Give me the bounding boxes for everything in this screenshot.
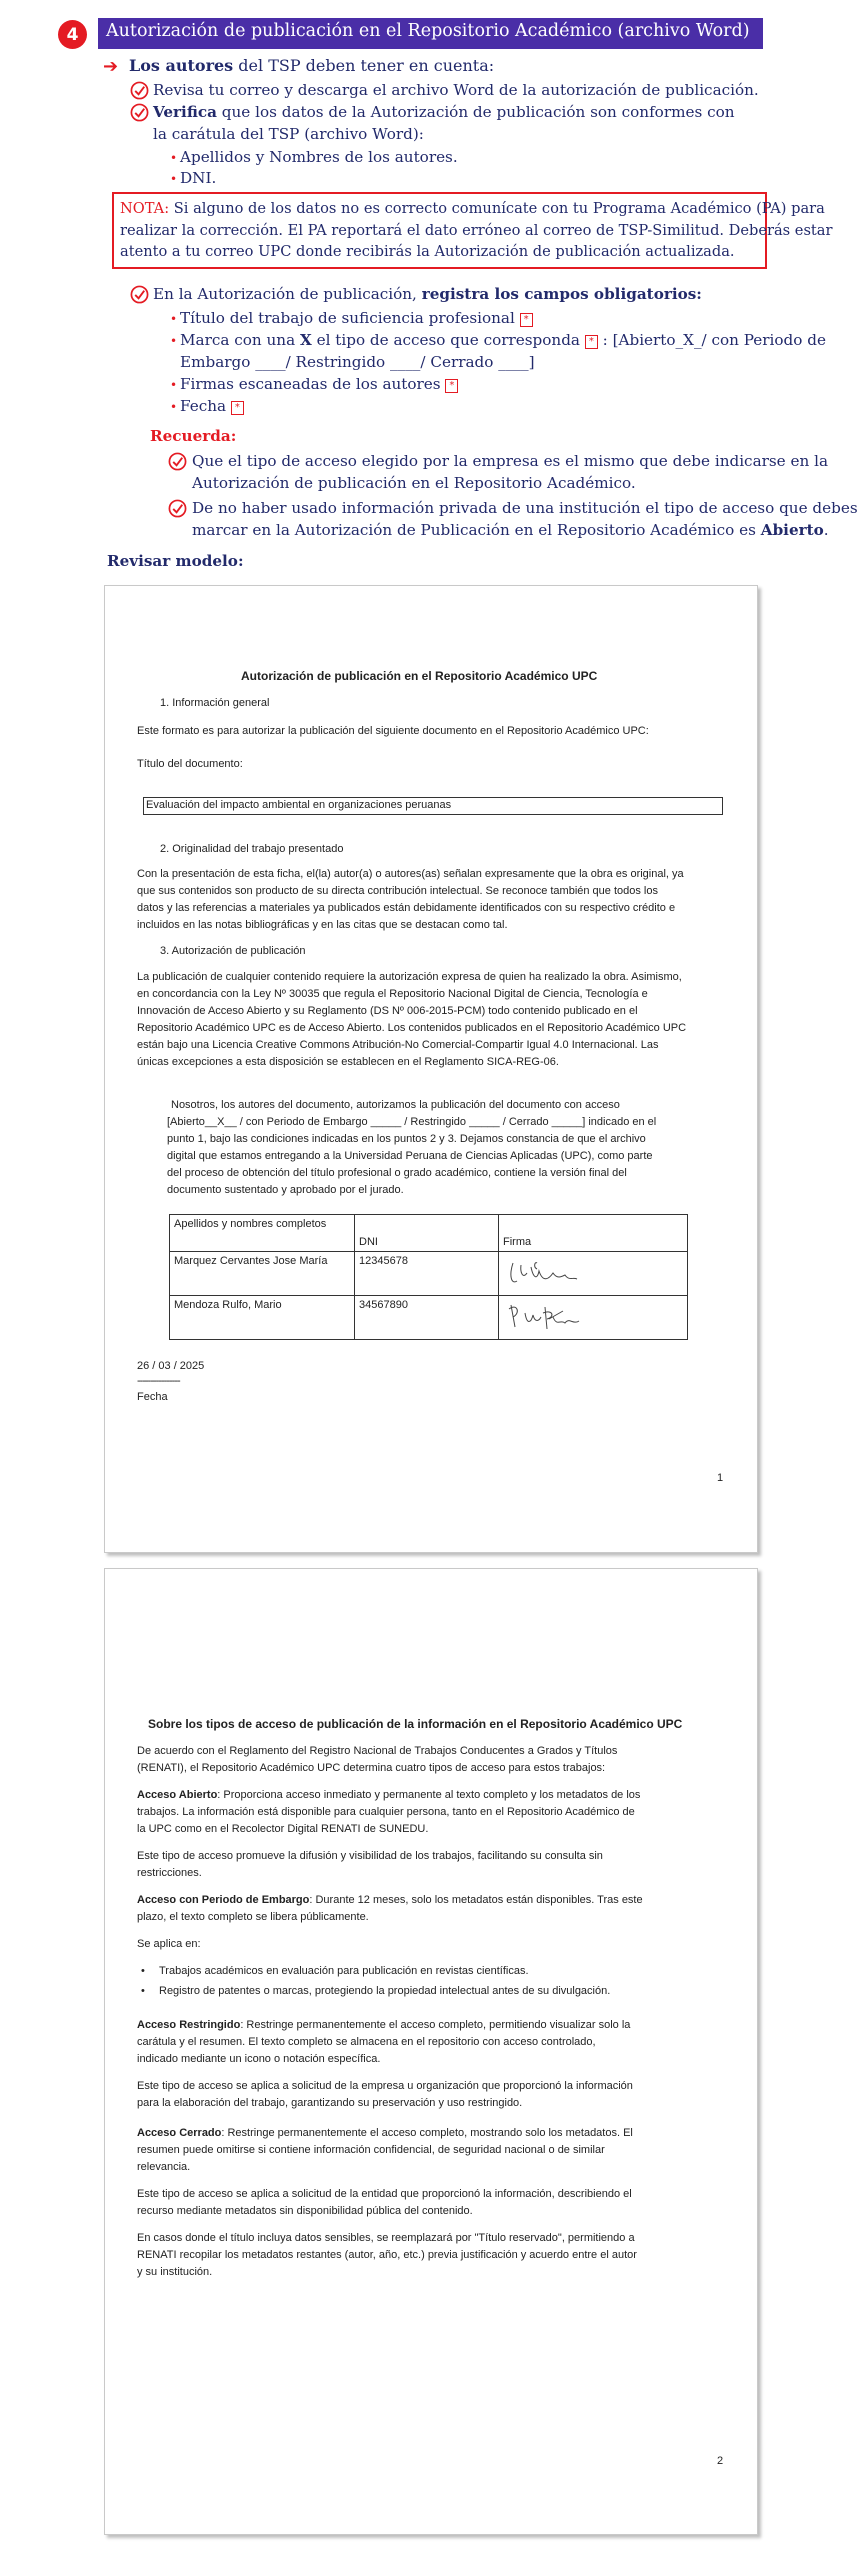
required-mark: * [231, 401, 244, 415]
remember-item-1-line2: Autorización de publicación en el Repositorio Académico. [192, 474, 636, 492]
remember-item-2: De no haber usado información privada de una institución el tipo de acceso que debes [192, 499, 858, 517]
field-date-item: Fecha * [180, 395, 244, 417]
doc2-abierto-l3: la UPC como en el Recolector Digital RENATI de SUNEDU. [137, 1823, 429, 1835]
doc1-p4-l6: documento sustentado y aprobado por el jurado. [167, 1184, 404, 1196]
doc1-date-label: Fecha [137, 1391, 168, 1403]
doc2-page-number: 2 [717, 2455, 724, 2467]
bullet-icon: • [170, 151, 178, 165]
doc2-abierto2-l1: Este tipo de acceso promueve la difusión y visibilidad de los trabajos, facilitando su consulta sin [137, 1850, 603, 1862]
doc1-date-rule: ---------------- [137, 1375, 180, 1387]
doc1-p3-l3: Innovación de Acceso Abierto y su Reglamento (DS Nº 006-2015-PCM) todo contenido publicado en el [137, 1005, 638, 1017]
check-circle-icon [168, 499, 187, 518]
check-circle-icon [168, 452, 187, 471]
check-item-verify-line2: la carátula del TSP (archivo Word): [153, 125, 424, 143]
doc2-cerrado-l2: resumen puede omitirse si contiene información confidencial, de seguridad nacional o de similar [137, 2144, 605, 2156]
arrow-right-icon: ➔ [103, 56, 119, 77]
table-header-row [170, 1215, 688, 1252]
required-mark: * [445, 379, 458, 393]
doc1-p4-l4: digital que estamos entregando a la Universidad Peruana de Ciencias Aplicadas (UPC), como parte [167, 1150, 653, 1162]
review-model-label: Revisar modelo: [107, 552, 244, 570]
doc2-restringido-l2: carátula y el resumen. El texto completo se almacena en el repositorio con acceso controlado, [137, 2036, 596, 2048]
note-line3: atento a tu correo UPC donde recibirás la Autorización de publicación actualizada. [120, 243, 735, 260]
doc1-p3-l5: están bajo una Licencia Creative Commons Atribución-No Comercial-Compartir Igual 4.0 Internacional. Las [137, 1039, 659, 1051]
doc2-abierto-l2: trabajos. La información está disponible para cualquier persona, tanto en el Repositorio Académico de [137, 1806, 635, 1818]
list-item: • Trabajos académicos en evaluación para publicación en revistas científicas. [137, 1963, 610, 1980]
field-access-item-line2: Embargo ____/ Restringido ____/ Cerrado ____] [180, 353, 535, 371]
table-header-signature: Firma [499, 1215, 688, 1252]
remember-label: Recuerda: [150, 427, 237, 445]
author-dni: 12345678 [355, 1252, 499, 1296]
doc1-p3-l6: únicas excepciones a esta disposición se establecen en el Reglamento SICA-REG-06. [137, 1056, 559, 1068]
doc2-cerrado-l1: Acceso Cerrado: Restringe permanentemente el acceso completo, mostrando solo los metadatos. El [137, 2127, 633, 2139]
intro-line: Los autores del TSP deben tener en cuenta: [129, 56, 495, 75]
bullet-icon: • [170, 312, 178, 326]
field-access-item: Marca con una X el tipo de acceso que corresponda * : [Abierto_X_/ con Periodo de [180, 331, 826, 349]
doc1-p4-l1: Nosotros, los autores del documento, autorizamos la publicación del documento con acceso [171, 1099, 620, 1111]
doc2-cerrado2-l1: Este tipo de acceso se aplica a solicitud de la entidad que proporcionó la información, describiendo el [137, 2188, 632, 2200]
field-signatures-item: Firmas escaneadas de los autores * [180, 373, 458, 395]
author-name: Mendoza Rulfo, Mario [170, 1296, 355, 1340]
doc1-intro: Este formato es para autorizar la publicación del siguiente documento en el Repositorio Académico UPC: [137, 725, 649, 737]
doc2-title: Sobre los tipos de acceso de publicación de la información en el Repositorio Académico UPC [148, 1717, 683, 1731]
check-circle-icon [130, 103, 149, 122]
doc2-abierto2-l2: restricciones. [137, 1867, 202, 1879]
doc2-restringido-l3: indicado mediante un icono o notación específica. [137, 2053, 381, 2065]
remember-item-2-line2: marcar en la Autorización de Publicación en el Repositorio Académico es Abierto. [192, 521, 829, 539]
authors-table [169, 1214, 688, 1340]
doc2-applies: Se aplica en: [137, 1938, 201, 1950]
doc2-final-l1: En casos donde el título incluya datos sensibles, se reemplazará por "Título reservado", permitiendo a [137, 2232, 635, 2244]
required-mark: * [585, 335, 598, 349]
bullet-icon: • [170, 400, 178, 414]
doc1-title-label: Título del documento: [137, 758, 243, 770]
signature-image [499, 1296, 688, 1340]
doc2-final-l3: y su institución. [137, 2266, 213, 2278]
signature-image [499, 1252, 688, 1296]
field-title-item: Título del trabajo de suficiencia profesional * [180, 307, 533, 329]
document-page-1 [104, 585, 758, 1553]
author-name: Marquez Cervantes Jose María [170, 1252, 355, 1296]
doc1-date: 26 / 03 / 2025 [137, 1360, 205, 1372]
doc1-section-3: 3. Autorización de publicación [160, 945, 306, 957]
check-circle-icon [130, 81, 149, 100]
doc2-abierto-l1: Acceso Abierto: Proporciona acceso inmediato y permanente al texto completo y los metadatos de los [137, 1789, 641, 1801]
doc1-p2-l3: datos y las referencias a materiales ya publicados están debidamente identificados con su respectivo crédito e [137, 902, 676, 914]
doc2-restringido-l1: Acceso Restringido: Restringe permanentemente el acceso completo, permitiendo visualizar solo la [137, 2019, 631, 2031]
table-header-dni: DNI [355, 1215, 499, 1252]
fields-heading: En la Autorización de publicación, registra los campos obligatorios: [153, 285, 702, 303]
check-item-download: Revisa tu correo y descarga el archivo Word de la autorización de publicación. [153, 81, 759, 99]
bullet-icon: • [170, 172, 178, 186]
doc1-p2-l2: que sus contenidos son producto de su directa contribución intelectual. Se reconoce también que todos los [137, 885, 658, 897]
doc2-p1-l2: (RENATI), el Repositorio Académico UPC determina cuatro tipos de acceso para estos trabajos: [137, 1762, 606, 1774]
doc1-p4-l2: [Abierto__X__ / con Periodo de Embargo _____ / Restringido _____ / Cerrado _____] indicado en el [167, 1116, 657, 1128]
required-mark: * [520, 313, 533, 327]
note-label: NOTA: [120, 200, 170, 217]
table-header-name: Apellidos y nombres completos [170, 1215, 355, 1252]
table-row [170, 1296, 688, 1340]
bullet-icon: • [170, 378, 178, 392]
list-item: • Registro de patentes o marcas, protegiendo la propiedad intelectual antes de su divulgación. [137, 1983, 610, 2000]
doc1-section-1: 1. Información general [160, 697, 270, 709]
doc2-restringido2-l1: Este tipo de acceso se aplica a solicitud de la empresa u organización que proporcionó la información [137, 2080, 633, 2092]
step-title: Autorización de publicación en el Repositorio Académico (archivo Word) [98, 18, 763, 49]
doc1-page-number: 1 [717, 1472, 724, 1484]
doc2-cerrado2-l2: recurso mediante metadatos sin disponibilidad pública del contenido. [137, 2205, 473, 2217]
doc1-p4-l3: punto 1, bajo las condiciones indicadas en los puntos 2 y 3. Dejamos constancia de que el archivo [167, 1133, 646, 1145]
doc2-cerrado-l3: relevancia. [137, 2161, 191, 2173]
doc2-p1-l1: De acuerdo con el Reglamento del Registro Nacional de Trabajos Conducentes a Grados y Títulos [137, 1745, 618, 1757]
bullet-icon: • [170, 334, 178, 348]
note-line2: realizar la corrección. El PA reportará el dato erróneo al correo de TSP-Similitud. Deberás estar [120, 221, 833, 239]
doc1-title: Autorización de publicación en el Repositorio Académico UPC [241, 669, 598, 683]
remember-item-1: Que el tipo de acceso elegido por la empresa es el mismo que debe indicarse en la [192, 452, 828, 470]
doc1-p2-l4: incluidos en las notas bibliográficas y en las citas que se destacan como tal. [137, 919, 508, 931]
doc2-embargo-l2: plazo, el texto completo se libera públicamente. [137, 1911, 369, 1923]
doc1-p3-l4: Repositorio Académico UPC es de Acceso Abierto. Los contenidos publicados en el Repositorio Académico UPC [137, 1022, 687, 1034]
doc1-p4-l5: del proceso de obtención del título profesional o grado académico, contiene la versión final del [167, 1167, 627, 1179]
doc2-final-l2: RENATI recopilar los metadatos restantes (autor, año, etc.) previa justificación y acuerdo entre el autor [137, 2249, 637, 2261]
document-page-2 [104, 1568, 758, 2535]
check-circle-icon [130, 285, 149, 304]
doc1-p2-l1: Con la presentación de esta ficha, el(la) autor(a) o autores(as) señalan expresamente que la obra es original, ya [137, 868, 684, 880]
doc1-section-2: 2. Originalidad del trabajo presentado [160, 843, 344, 855]
table-row [170, 1252, 688, 1296]
doc2-bullet-list [137, 1963, 610, 2000]
verify-bullet-names: Apellidos y Nombres de los autores. [180, 148, 458, 166]
verify-bullet-dni: DNI. [180, 169, 217, 187]
note-box: NOTA: Si alguno de los datos no es correcto comunícate con tu Programa Académico (PA) para realizar la corrección. El PA reportará el dato erróneo al correo de TSP-Similitud. Deberás estar atento a tu correo UPC donde recibirás la Autorización de publicación actualizada. [112, 192, 767, 269]
doc1-title-value-box: Evaluación del impacto ambiental en organizaciones peruanas [143, 797, 723, 815]
doc2-restringido2-l2: para la elaboración del trabajo, garantizando su preservación y uso restringido. [137, 2097, 523, 2109]
check-item-verify: Verifica que los datos de la Autorización de publicación son conformes con [153, 103, 735, 121]
author-dni: 34567890 [355, 1296, 499, 1340]
doc1-p3-l2: en concordancia con la Ley Nº 30035 que regula el Repositorio Nacional Digital de Ciencia, Tecnología e [137, 988, 648, 1000]
step-number-badge: 4 [58, 20, 87, 49]
doc2-embargo-l1: Acceso con Periodo de Embargo: Durante 12 meses, solo los metadatos están disponibles. Tras este [137, 1894, 643, 1906]
doc1-p3-l1: La publicación de cualquier contenido requiere la autorización expresa de quien ha realizado la obra. Asimismo, [137, 971, 682, 983]
